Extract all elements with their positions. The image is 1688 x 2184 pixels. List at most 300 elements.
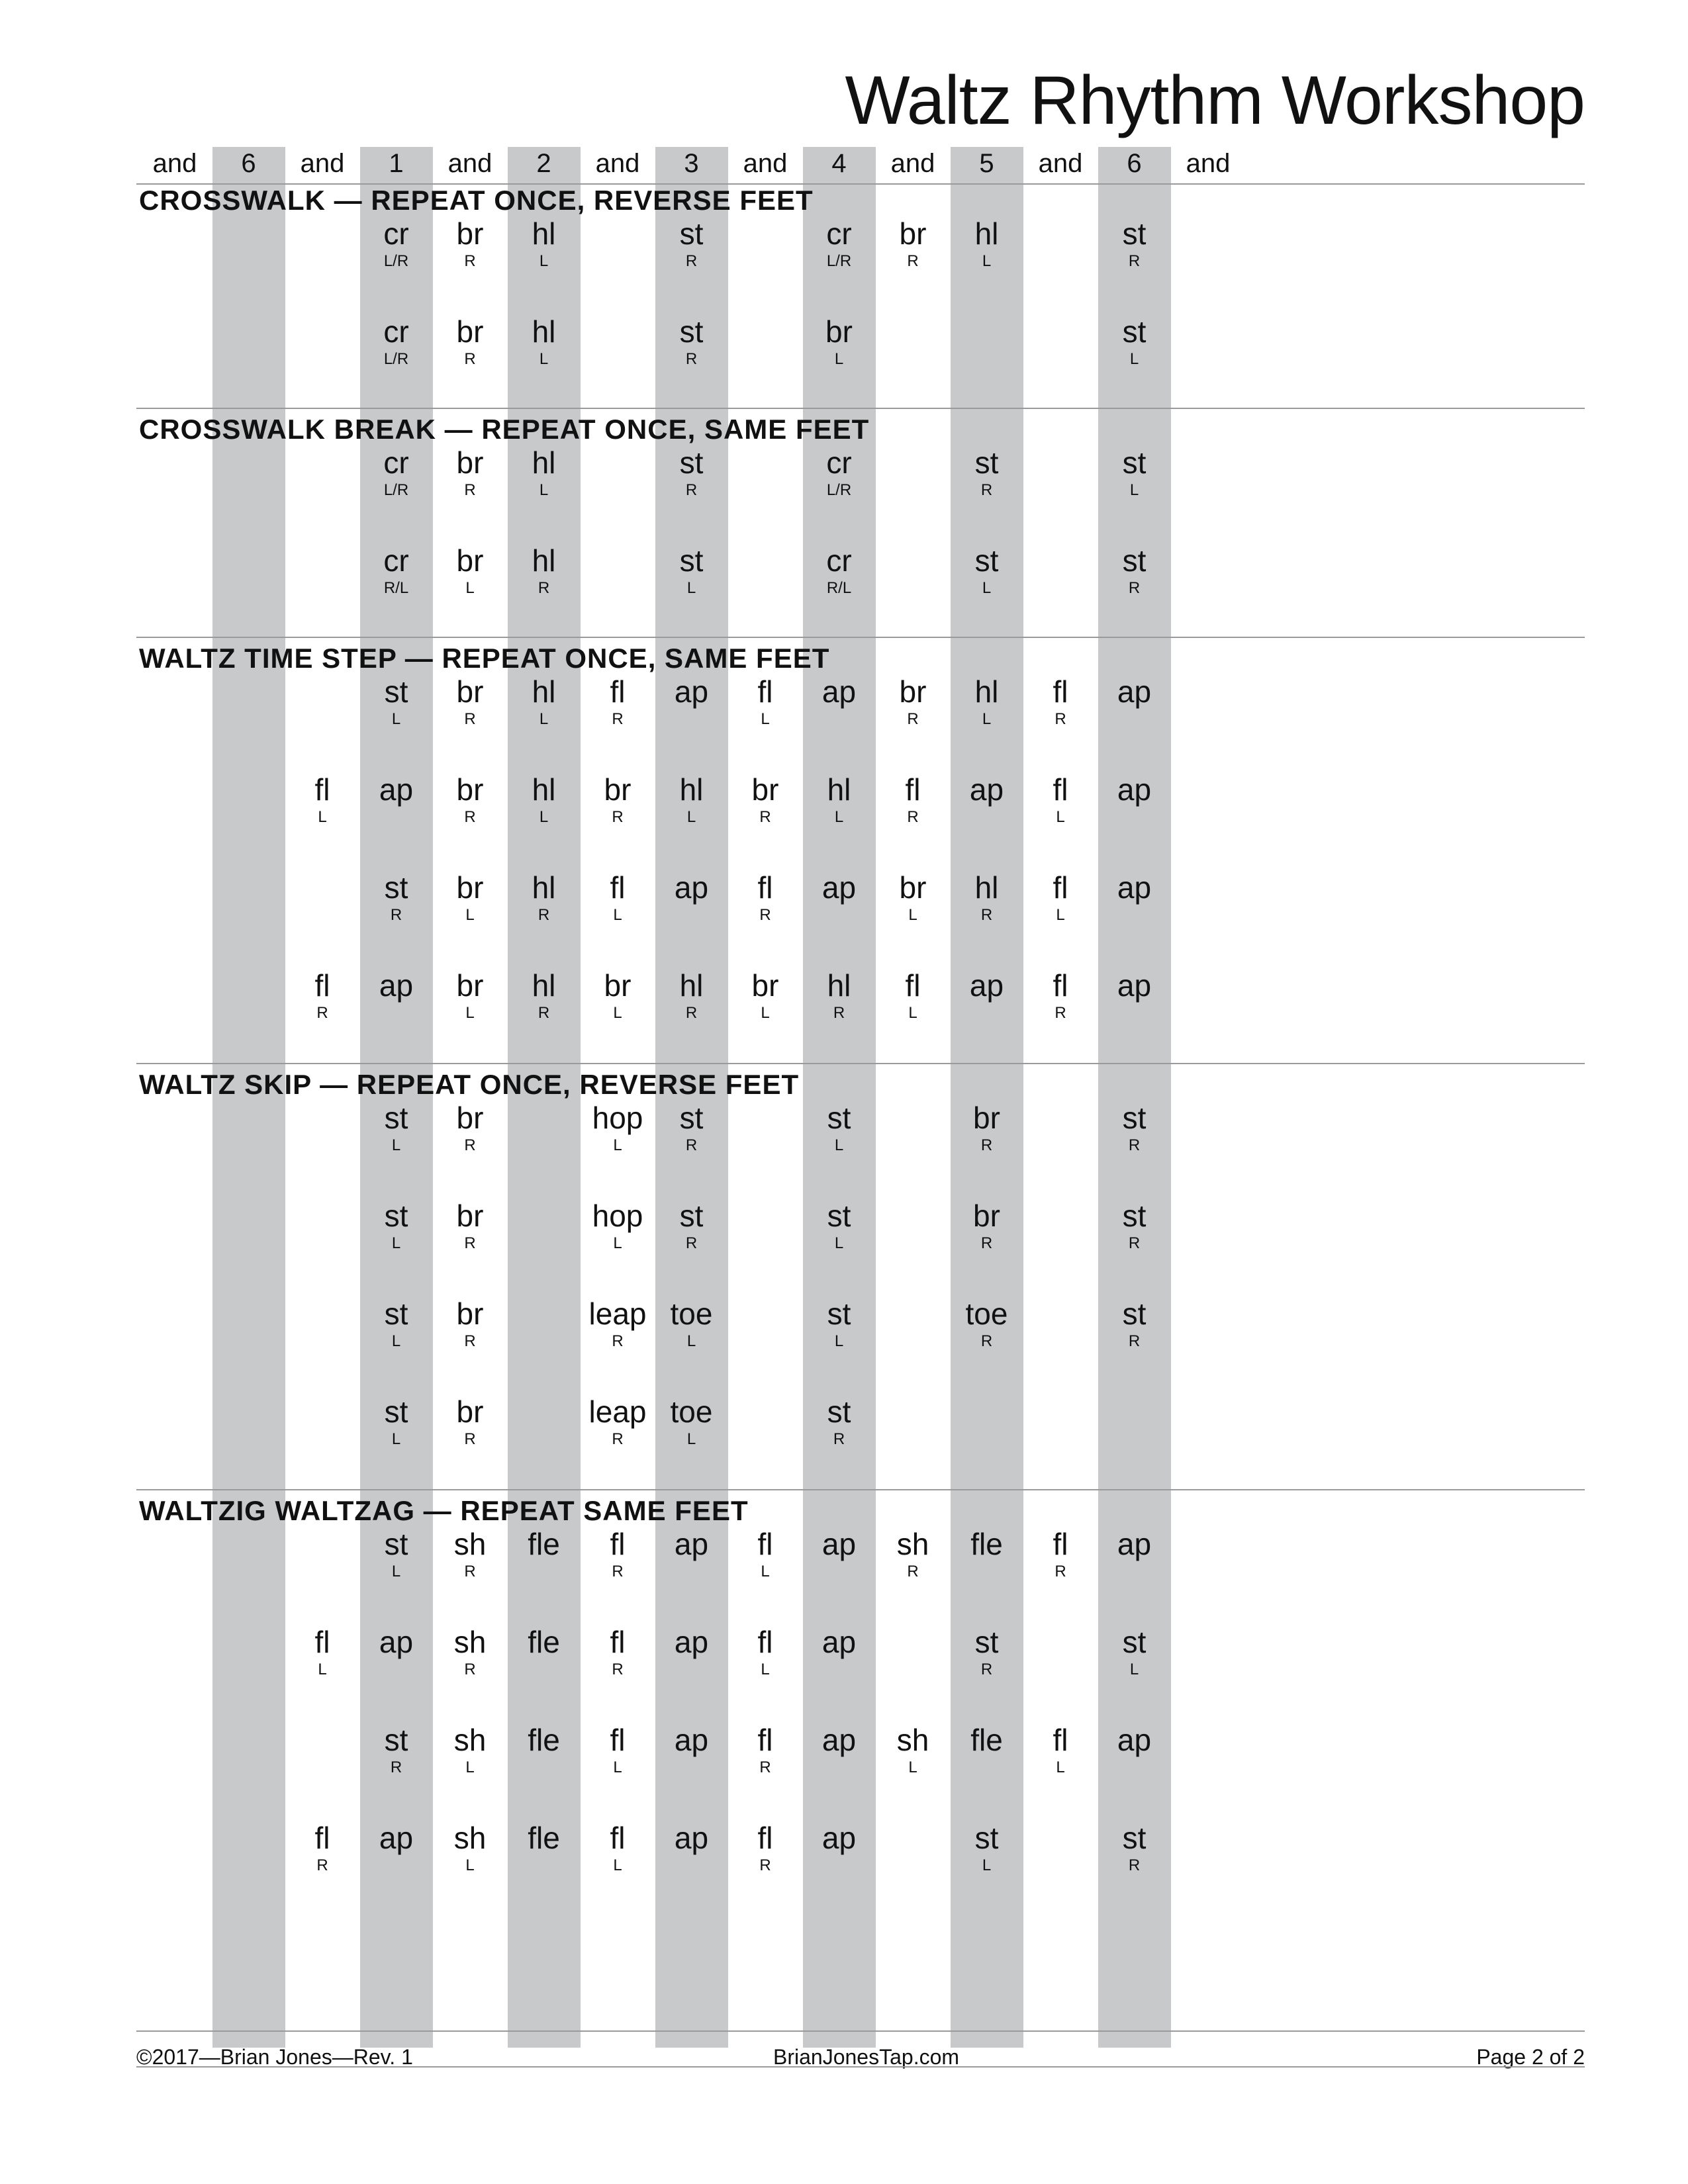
foot-indicator: L <box>908 1004 917 1022</box>
step-abbrev: br <box>456 674 484 709</box>
step-cell <box>803 314 876 369</box>
footer-website: BrianJonesTap.com <box>773 2045 960 2069</box>
step-cell <box>951 1722 1023 1758</box>
step-abbrev: fle <box>528 1821 560 1855</box>
step-abbrev: br <box>456 870 484 905</box>
step-cell <box>803 1296 876 1351</box>
step-cell <box>951 968 1023 1003</box>
step-cell <box>803 772 876 827</box>
foot-indicator: L <box>761 710 770 728</box>
step-cell <box>1098 968 1171 1003</box>
step-abbrev: ap <box>1117 1527 1152 1561</box>
foot-indicator: L <box>761 1661 770 1678</box>
step-cell <box>581 674 654 729</box>
step-cell <box>876 216 949 271</box>
foot-indicator: L <box>391 1234 401 1252</box>
foot-indicator: L <box>982 710 992 728</box>
step-abbrev: fl <box>757 1821 773 1855</box>
step-cell <box>508 216 581 271</box>
step-abbrev: st <box>679 543 704 578</box>
section-divider <box>136 1489 1585 1490</box>
beat-count: 3 <box>684 149 699 178</box>
footer-rule-top <box>136 2030 1585 2032</box>
step-cell <box>729 1624 802 1680</box>
step-abbrev: ap <box>674 870 709 905</box>
section-divider <box>136 408 1585 409</box>
foot-indicator: L <box>391 1332 401 1350</box>
step-cell <box>803 1722 876 1758</box>
step-cell <box>655 772 728 827</box>
step-cell <box>581 968 654 1023</box>
step-abbrev: br <box>456 543 484 578</box>
step-cell <box>803 1624 876 1660</box>
foot-indicator: L <box>982 252 992 270</box>
step-cell <box>951 772 1023 807</box>
step-abbrev: br <box>899 674 927 709</box>
foot-indicator: L/R <box>383 252 409 270</box>
step-abbrev: hl <box>532 968 556 1003</box>
step-abbrev: ap <box>674 1821 709 1855</box>
foot-indicator: R <box>464 1234 476 1252</box>
step-abbrev: br <box>825 314 853 349</box>
step-abbrev: sh <box>453 1723 487 1757</box>
step-abbrev: toe <box>965 1297 1008 1331</box>
foot-indicator: R <box>612 1563 624 1580</box>
step-cell <box>1098 674 1171 709</box>
step-abbrev: br <box>604 968 632 1003</box>
foot-indicator: L <box>391 710 401 728</box>
foot-indicator: L <box>465 579 475 597</box>
step-abbrev: sh <box>453 1821 487 1855</box>
foot-indicator: R <box>685 481 698 499</box>
step-abbrev: hl <box>679 772 704 807</box>
step-abbrev: st <box>679 1101 704 1135</box>
foot-indicator: L <box>391 1563 401 1580</box>
foot-indicator: L/R <box>826 252 852 270</box>
section-title: CROSSWALK BREAK — REPEAT ONCE, SAME FEET <box>139 414 870 445</box>
step-cell <box>1024 1526 1097 1582</box>
step-cell <box>1024 772 1097 827</box>
foot-indicator: L/R <box>383 481 409 499</box>
step-abbrev: leap <box>588 1394 647 1429</box>
step-cell <box>434 1820 506 1876</box>
step-abbrev: st <box>827 1394 851 1429</box>
step-abbrev: fl <box>1053 870 1068 905</box>
foot-indicator: L/R <box>826 481 852 499</box>
step-cell <box>951 1624 1023 1680</box>
step-cell <box>951 1526 1023 1562</box>
foot-indicator: L <box>834 1136 844 1154</box>
foot-indicator: L <box>1129 350 1139 368</box>
foot-indicator: R <box>464 1136 476 1154</box>
foot-indicator: R/L <box>383 579 409 597</box>
step-cell <box>951 674 1023 729</box>
step-cell <box>1098 314 1171 369</box>
step-cell <box>951 543 1023 598</box>
beat-count: and <box>890 149 935 178</box>
page-title: Waltz Rhythm Workshop <box>845 62 1585 139</box>
foot-indicator: R <box>390 1758 402 1776</box>
step-cell <box>655 1820 728 1856</box>
foot-indicator: L <box>982 1856 992 1874</box>
step-abbrev: hl <box>827 968 851 1003</box>
step-cell <box>360 1100 433 1156</box>
step-cell <box>434 1198 506 1253</box>
step-abbrev: hl <box>532 772 556 807</box>
step-cell <box>581 1296 654 1351</box>
step-abbrev: hl <box>532 870 556 905</box>
foot-indicator: L <box>908 1758 917 1776</box>
step-abbrev: hl <box>532 674 556 709</box>
step-cell <box>803 1820 876 1856</box>
step-cell <box>434 870 506 925</box>
foot-indicator: R <box>980 1136 993 1154</box>
foot-indicator: L <box>465 1758 475 1776</box>
foot-indicator: L <box>539 252 549 270</box>
step-cell <box>1098 1526 1171 1562</box>
step-abbrev: fl <box>757 1625 773 1659</box>
step-abbrev: ap <box>821 1625 857 1659</box>
foot-indicator: L <box>834 1234 844 1252</box>
step-cell <box>876 968 949 1023</box>
step-cell <box>434 1394 506 1449</box>
step-abbrev: st <box>1122 1821 1147 1855</box>
foot-indicator: R <box>907 710 919 728</box>
step-abbrev: st <box>1122 216 1147 251</box>
step-cell <box>803 674 876 709</box>
step-cell <box>729 870 802 925</box>
foot-indicator: R <box>980 1332 993 1350</box>
step-abbrev: ap <box>821 870 857 905</box>
step-cell <box>803 1100 876 1156</box>
step-abbrev: fl <box>610 1821 626 1855</box>
step-cell <box>581 1722 654 1778</box>
step-cell <box>803 543 876 598</box>
step-cell <box>655 314 728 369</box>
foot-indicator: L <box>465 1856 475 1874</box>
foot-indicator: R <box>907 1563 919 1580</box>
step-cell <box>434 674 506 729</box>
step-abbrev: fl <box>757 674 773 709</box>
step-cell <box>655 445 728 500</box>
foot-indicator: R <box>980 1661 993 1678</box>
step-abbrev: fl <box>757 1723 773 1757</box>
foot-indicator: R <box>907 808 919 826</box>
step-abbrev: st <box>827 1199 851 1233</box>
foot-indicator: L <box>613 906 622 924</box>
step-abbrev: br <box>456 216 484 251</box>
step-cell <box>508 968 581 1023</box>
foot-indicator: R <box>1128 1856 1141 1874</box>
foot-indicator: L <box>539 710 549 728</box>
foot-indicator: R <box>1128 1136 1141 1154</box>
step-cell <box>360 1198 433 1253</box>
foot-indicator: R <box>1055 710 1066 728</box>
step-abbrev: hl <box>974 216 999 251</box>
step-abbrev: br <box>973 1199 1000 1233</box>
step-cell <box>803 1394 876 1449</box>
step-cell <box>360 1526 433 1582</box>
foot-indicator: L <box>686 1430 696 1448</box>
step-abbrev: ap <box>821 1821 857 1855</box>
step-abbrev: toe <box>670 1297 713 1331</box>
step-abbrev: toe <box>670 1394 713 1429</box>
step-cell <box>655 674 728 709</box>
step-cell <box>803 870 876 905</box>
step-cell <box>360 968 433 1003</box>
foot-indicator: R <box>1128 579 1141 597</box>
step-abbrev: cr <box>383 445 409 480</box>
foot-indicator: R <box>685 252 698 270</box>
step-abbrev: st <box>974 1821 999 1855</box>
step-abbrev: ap <box>379 1625 414 1659</box>
step-cell <box>655 1394 728 1449</box>
foot-indicator: R <box>1055 1563 1066 1580</box>
step-cell <box>581 1820 654 1876</box>
step-abbrev: ap <box>969 772 1004 807</box>
step-cell <box>951 1820 1023 1876</box>
step-abbrev: st <box>679 1199 704 1233</box>
step-cell <box>876 772 949 827</box>
step-abbrev: fl <box>610 870 626 905</box>
step-abbrev: ap <box>674 1723 709 1757</box>
step-abbrev: fl <box>610 674 626 709</box>
beat-count: and <box>1038 149 1083 178</box>
step-cell <box>1098 543 1171 598</box>
step-cell <box>581 1624 654 1680</box>
step-cell <box>1098 870 1171 905</box>
step-abbrev: ap <box>1117 674 1152 709</box>
step-cell <box>360 1624 433 1660</box>
foot-indicator: L <box>539 481 549 499</box>
foot-indicator: R <box>685 1234 698 1252</box>
step-cell <box>360 870 433 925</box>
step-abbrev: fl <box>314 968 330 1003</box>
step-abbrev: hop <box>592 1101 643 1135</box>
foot-indicator: L <box>982 579 992 597</box>
step-cell <box>1098 1198 1171 1253</box>
section-title: WALTZ TIME STEP — REPEAT ONCE, SAME FEET <box>139 643 830 674</box>
step-abbrev: cr <box>383 216 409 251</box>
step-abbrev: st <box>384 1297 408 1331</box>
step-cell <box>434 772 506 827</box>
beat-count: and <box>300 149 345 178</box>
step-abbrev: fl <box>610 1723 626 1757</box>
step-cell <box>581 1394 654 1449</box>
foot-indicator: R <box>538 579 550 597</box>
step-abbrev: fle <box>528 1625 560 1659</box>
step-abbrev: st <box>974 1625 999 1659</box>
step-abbrev: st <box>1122 1101 1147 1135</box>
foot-indicator: R <box>316 1856 328 1874</box>
step-cell <box>508 1526 581 1562</box>
step-cell <box>286 968 359 1023</box>
foot-indicator: L <box>834 808 844 826</box>
step-abbrev: st <box>679 216 704 251</box>
foot-indicator: L <box>686 579 696 597</box>
step-cell <box>803 968 876 1023</box>
step-abbrev: st <box>384 1394 408 1429</box>
foot-indicator: R <box>464 1563 476 1580</box>
section-title: WALTZIG WALTZAG — REPEAT SAME FEET <box>139 1495 749 1526</box>
foot-indicator: R <box>907 252 919 270</box>
step-cell <box>508 543 581 598</box>
step-abbrev: br <box>456 1199 484 1233</box>
step-cell <box>360 445 433 500</box>
step-abbrev: br <box>604 772 632 807</box>
foot-indicator: R <box>612 1661 624 1678</box>
step-abbrev: br <box>899 870 927 905</box>
foot-indicator: R <box>980 906 993 924</box>
step-abbrev: st <box>384 1199 408 1233</box>
foot-indicator: L/R <box>383 350 409 368</box>
foot-indicator: R <box>685 350 698 368</box>
step-cell <box>1024 674 1097 729</box>
step-abbrev: br <box>456 968 484 1003</box>
step-cell <box>655 1526 728 1562</box>
step-cell <box>434 1624 506 1680</box>
beat-count: and <box>595 149 640 178</box>
foot-indicator: L <box>613 1136 622 1154</box>
beat-count: 5 <box>979 149 994 178</box>
step-abbrev: sh <box>453 1625 487 1659</box>
step-cell <box>729 1526 802 1582</box>
step-abbrev: br <box>456 314 484 349</box>
step-cell <box>729 674 802 729</box>
step-cell <box>951 1198 1023 1253</box>
step-cell <box>581 772 654 827</box>
foot-indicator: R <box>833 1004 845 1022</box>
step-abbrev: st <box>1122 1199 1147 1233</box>
step-abbrev: br <box>456 772 484 807</box>
foot-indicator: L <box>613 1758 622 1776</box>
foot-indicator: L <box>1056 906 1065 924</box>
step-abbrev: br <box>456 1394 484 1429</box>
step-abbrev: fl <box>757 1527 773 1561</box>
foot-indicator: R <box>612 1430 624 1448</box>
step-abbrev: fl <box>314 1821 330 1855</box>
beat-count: 6 <box>241 149 256 178</box>
step-cell <box>655 1722 728 1758</box>
foot-indicator: R <box>685 1136 698 1154</box>
step-abbrev: ap <box>821 1527 857 1561</box>
foot-indicator: L <box>539 808 549 826</box>
step-cell <box>434 445 506 500</box>
step-cell <box>581 1526 654 1582</box>
beat-band <box>1098 147 1171 2048</box>
foot-indicator: R <box>538 906 550 924</box>
step-abbrev: br <box>456 1297 484 1331</box>
step-cell <box>803 445 876 500</box>
step-abbrev: fl <box>1053 674 1068 709</box>
step-abbrev: hl <box>679 968 704 1003</box>
step-abbrev: fl <box>905 968 921 1003</box>
step-cell <box>876 674 949 729</box>
step-abbrev: ap <box>821 1723 857 1757</box>
step-abbrev: fl <box>1053 772 1068 807</box>
step-cell <box>360 216 433 271</box>
step-cell <box>581 1198 654 1253</box>
step-abbrev: fl <box>1053 968 1068 1003</box>
step-abbrev: hl <box>974 674 999 709</box>
step-cell <box>360 1722 433 1778</box>
step-abbrev: ap <box>379 772 414 807</box>
step-abbrev: st <box>1122 1297 1147 1331</box>
foot-indicator: R <box>464 808 476 826</box>
foot-indicator: R <box>1128 1234 1141 1252</box>
foot-indicator: L <box>465 1004 475 1022</box>
step-cell <box>434 1100 506 1156</box>
step-cell <box>286 772 359 827</box>
foot-indicator: R <box>316 1004 328 1022</box>
step-abbrev: st <box>384 1527 408 1561</box>
step-cell <box>360 314 433 369</box>
step-cell <box>286 1624 359 1680</box>
foot-indicator: L <box>761 1563 770 1580</box>
foot-indicator: R <box>464 710 476 728</box>
section-title: CROSSWALK — REPEAT ONCE, REVERSE FEET <box>139 185 814 216</box>
step-abbrev: fl <box>610 1625 626 1659</box>
section-title: WALTZ SKIP — REPEAT ONCE, REVERSE FEET <box>139 1069 800 1100</box>
step-cell <box>655 1296 728 1351</box>
step-abbrev: fl <box>1053 1527 1068 1561</box>
step-cell <box>508 445 581 500</box>
step-abbrev: st <box>974 543 999 578</box>
step-abbrev: fle <box>528 1527 560 1561</box>
step-cell <box>1024 870 1097 925</box>
step-cell <box>508 314 581 369</box>
foot-indicator: R <box>759 1758 771 1776</box>
step-cell <box>508 772 581 827</box>
foot-indicator: R <box>464 350 476 368</box>
step-abbrev: hl <box>532 216 556 251</box>
step-abbrev: ap <box>674 1527 709 1561</box>
step-cell <box>729 772 802 827</box>
step-abbrev: st <box>384 674 408 709</box>
foot-indicator: L <box>318 1661 327 1678</box>
section-divider <box>136 637 1585 638</box>
step-cell <box>360 674 433 729</box>
step-cell <box>434 543 506 598</box>
foot-indicator: R <box>464 1430 476 1448</box>
step-cell <box>655 870 728 905</box>
step-abbrev: ap <box>969 968 1004 1003</box>
foot-indicator: L <box>1129 1661 1139 1678</box>
step-abbrev: fl <box>314 1625 330 1659</box>
step-abbrev: fle <box>970 1723 1003 1757</box>
foot-indicator: L <box>318 808 327 826</box>
step-cell <box>434 216 506 271</box>
step-abbrev: st <box>1122 1625 1147 1659</box>
step-cell <box>508 1722 581 1758</box>
foot-indicator: R <box>685 1004 698 1022</box>
step-abbrev: ap <box>1117 870 1152 905</box>
step-abbrev: hl <box>532 445 556 480</box>
foot-indicator: L <box>686 1332 696 1350</box>
beat-band <box>951 147 1023 2048</box>
step-cell <box>1098 1100 1171 1156</box>
step-abbrev: st <box>827 1297 851 1331</box>
beat-count: 2 <box>536 149 551 178</box>
foot-indicator: R <box>980 481 993 499</box>
step-cell <box>803 1198 876 1253</box>
step-abbrev: br <box>751 968 779 1003</box>
step-cell <box>729 1820 802 1876</box>
step-cell <box>729 1722 802 1778</box>
step-abbrev: ap <box>1117 968 1152 1003</box>
step-cell <box>1098 772 1171 807</box>
step-cell <box>803 216 876 271</box>
